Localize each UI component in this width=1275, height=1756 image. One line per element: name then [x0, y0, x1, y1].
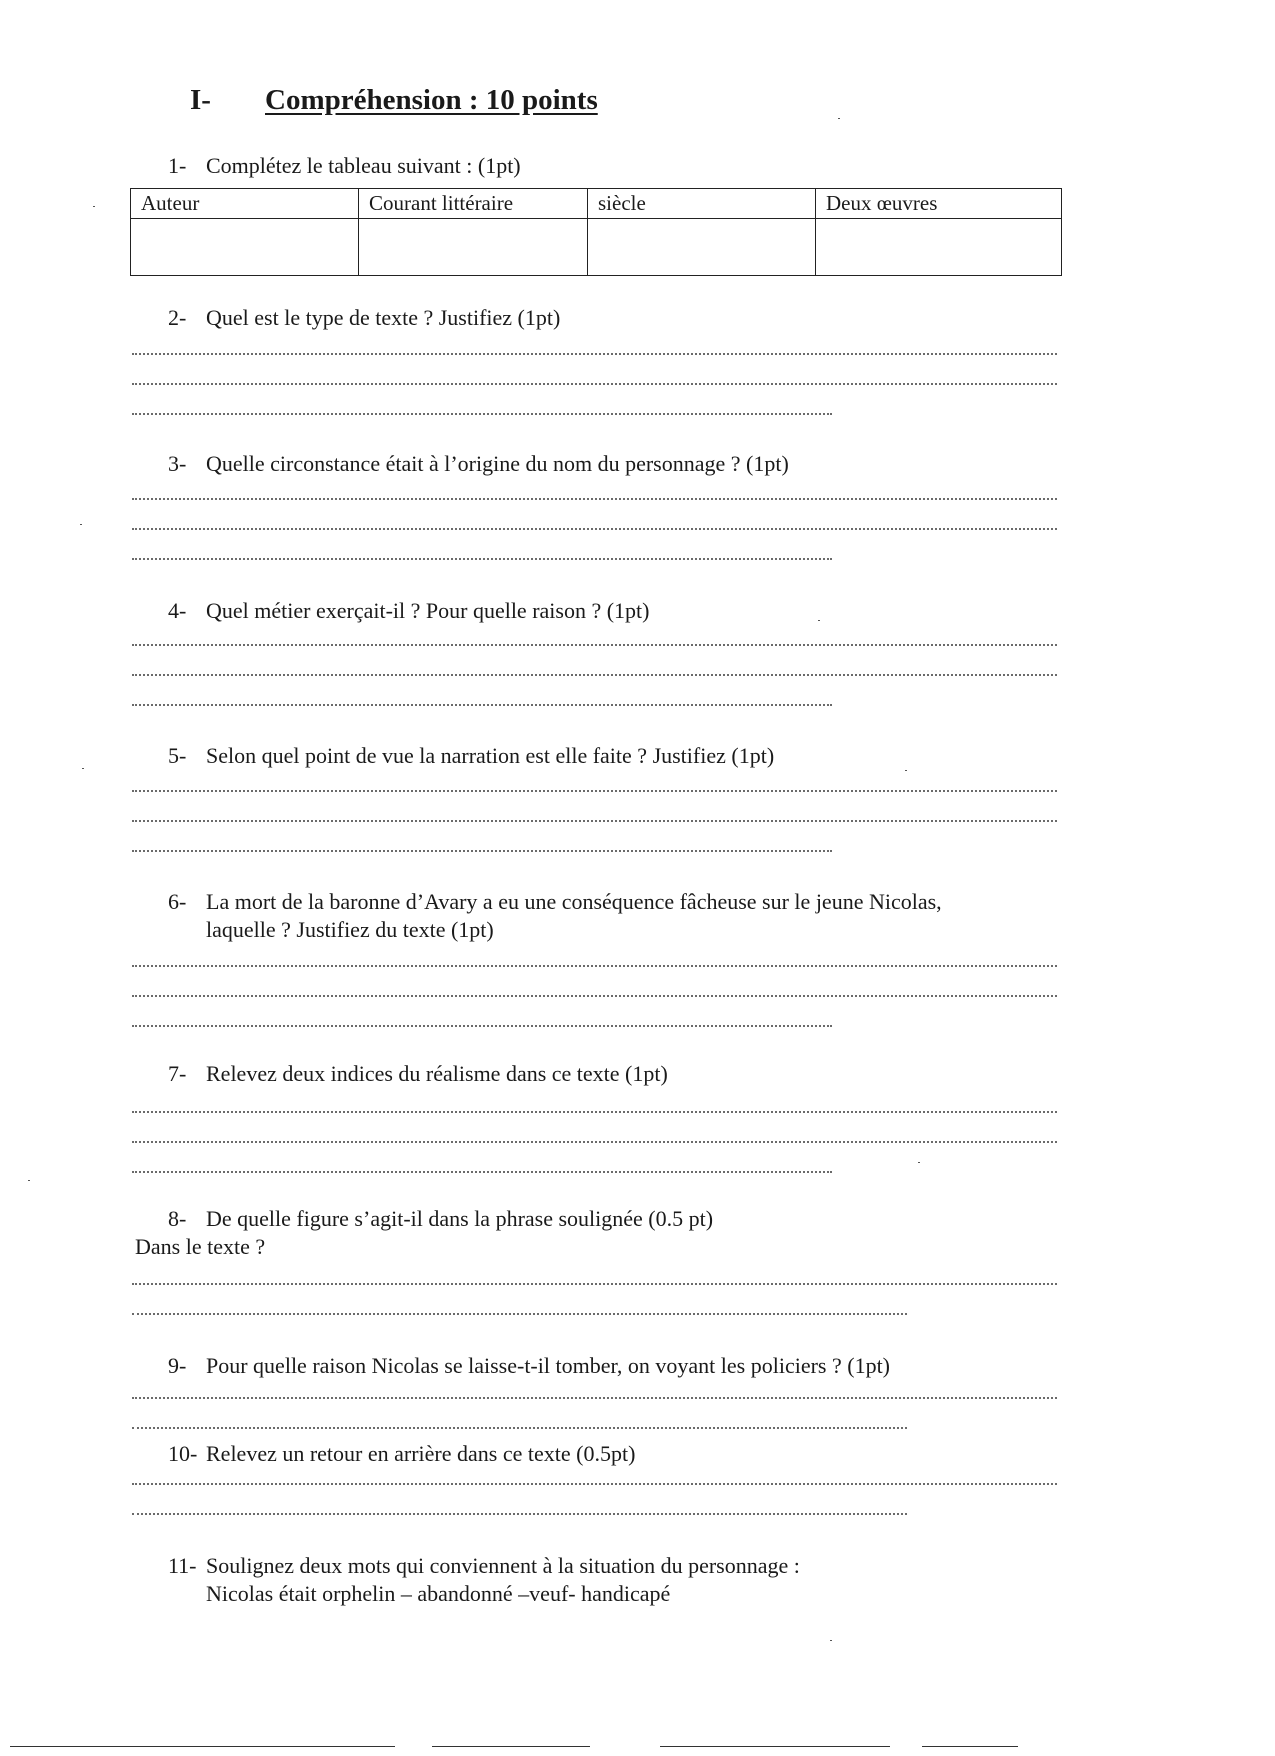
question-8-continued: [135, 1233, 1035, 1261]
answer-line[interactable]: [132, 1108, 1057, 1113]
section-number: I-: [190, 84, 211, 116]
answer-cell-siecle[interactable]: [588, 219, 816, 276]
question-text: Selon quel point de vue la narration est elle faite ? Justifiez (1pt): [206, 743, 775, 768]
answer-line[interactable]: [132, 555, 832, 560]
scan-speck: [838, 118, 840, 119]
answer-line[interactable]: [132, 1138, 1057, 1143]
scan-speck: [80, 524, 82, 525]
table-answer-row: [131, 219, 1062, 276]
question-text: Soulignez deux mots qui conviennent à la situation du personnage :: [206, 1553, 800, 1578]
question-number: 2-: [168, 305, 187, 330]
question-10: [168, 1440, 1068, 1468]
footer-rule: [922, 1746, 1018, 1747]
section-title: [190, 84, 598, 117]
question-text: Complétez le tableau suivant : (1pt): [206, 153, 521, 178]
header-courant: Courant littéraire: [359, 189, 588, 219]
question-text: Quelle circonstance était à l’origine du nom du personnage ? (1pt): [206, 451, 789, 476]
answer-line[interactable]: [132, 641, 1057, 646]
scan-speck: [818, 620, 820, 621]
scan-speck: [905, 770, 907, 771]
question-text-continued: Dans le texte ?: [135, 1234, 266, 1259]
answer-line[interactable]: [132, 380, 1057, 385]
question-text: Pour quelle raison Nicolas se laisse-t-il tomber, on voyant les policiers ? (1pt): [206, 1353, 891, 1378]
question-1: [168, 152, 1068, 180]
scan-speck: [28, 1180, 30, 1181]
answer-line[interactable]: [132, 671, 1057, 676]
answer-line[interactable]: [132, 1310, 907, 1315]
answer-line[interactable]: [132, 1280, 1057, 1285]
answer-line[interactable]: [132, 1510, 907, 1515]
answer-cell-oeuvres[interactable]: [816, 219, 1062, 276]
question-number: 4-: [168, 598, 187, 623]
question-11: [168, 1552, 1068, 1608]
answer-line[interactable]: [132, 701, 832, 706]
question-text: Relevez un retour en arrière dans ce texte (0.5pt): [206, 1441, 636, 1466]
question-number: 8-: [168, 1206, 187, 1231]
question-text: De quelle figure s’agit-il dans la phrase soulignée (0.5 pt): [206, 1206, 714, 1231]
question-number: 3-: [168, 451, 187, 476]
question-text: Quel est le type de texte ? Justifiez (1pt): [206, 305, 561, 330]
header-oeuvres: Deux œuvres: [816, 189, 1062, 219]
question-5: [168, 742, 1068, 770]
question-4: [168, 597, 1068, 625]
question-text: La mort de la baronne d’Avary a eu une conséquence fâcheuse sur le jeune Nicolas,: [206, 889, 942, 914]
question-number: 10-: [168, 1441, 198, 1466]
answer-cell-courant[interactable]: [359, 219, 588, 276]
scan-speck: [830, 1640, 832, 1641]
question-number: 11-: [168, 1553, 197, 1578]
question-number: 9-: [168, 1353, 187, 1378]
answer-line[interactable]: [132, 410, 832, 415]
answer-line[interactable]: [132, 1022, 832, 1027]
scan-speck: [82, 768, 84, 769]
answer-line[interactable]: [132, 847, 832, 852]
question-8: [168, 1205, 1068, 1233]
scan-speck: [93, 206, 95, 207]
word-choices: Nicolas était orphelin – abandonné –veuf- handicapé: [206, 1581, 671, 1606]
question-2: [168, 304, 1068, 332]
answer-line[interactable]: [132, 817, 1057, 822]
answer-table: [130, 188, 1062, 276]
answer-line[interactable]: [132, 1480, 1057, 1485]
question-7: [168, 1060, 1068, 1088]
question-text: Relevez deux indices du réalisme dans ce texte (1pt): [206, 1061, 668, 1086]
footer-rule: [10, 1746, 395, 1747]
header-auteur: Auteur: [131, 189, 359, 219]
answer-line[interactable]: [132, 350, 1057, 355]
section-heading: Compréhension : 10 points: [265, 84, 598, 116]
question-6: [168, 888, 1068, 944]
answer-line[interactable]: [132, 495, 1057, 500]
question-text: Quel métier exerçait-il ? Pour quelle raison ? (1pt): [206, 598, 650, 623]
answer-line[interactable]: [132, 1424, 907, 1429]
scan-speck: [918, 1162, 920, 1163]
question-number: 6-: [168, 889, 187, 914]
footer-rule: [432, 1746, 590, 1747]
question-number: 1-: [168, 153, 187, 178]
answer-cell-auteur[interactable]: [131, 219, 359, 276]
question-number: 7-: [168, 1061, 187, 1086]
table-header-row: [131, 189, 1062, 219]
answer-line[interactable]: [132, 992, 1057, 997]
question-text-continued: laquelle ? Justifiez du texte (1pt): [206, 917, 494, 942]
question-9: [168, 1352, 1068, 1380]
answer-line[interactable]: [132, 787, 1057, 792]
answer-line[interactable]: [132, 525, 1057, 530]
answer-line[interactable]: [132, 1168, 832, 1173]
footer-rule: [660, 1746, 890, 1747]
answer-line[interactable]: [132, 1394, 1057, 1399]
question-number: 5-: [168, 743, 187, 768]
question-3: [168, 450, 1068, 478]
header-siecle: siècle: [588, 189, 816, 219]
answer-line[interactable]: [132, 962, 1057, 967]
